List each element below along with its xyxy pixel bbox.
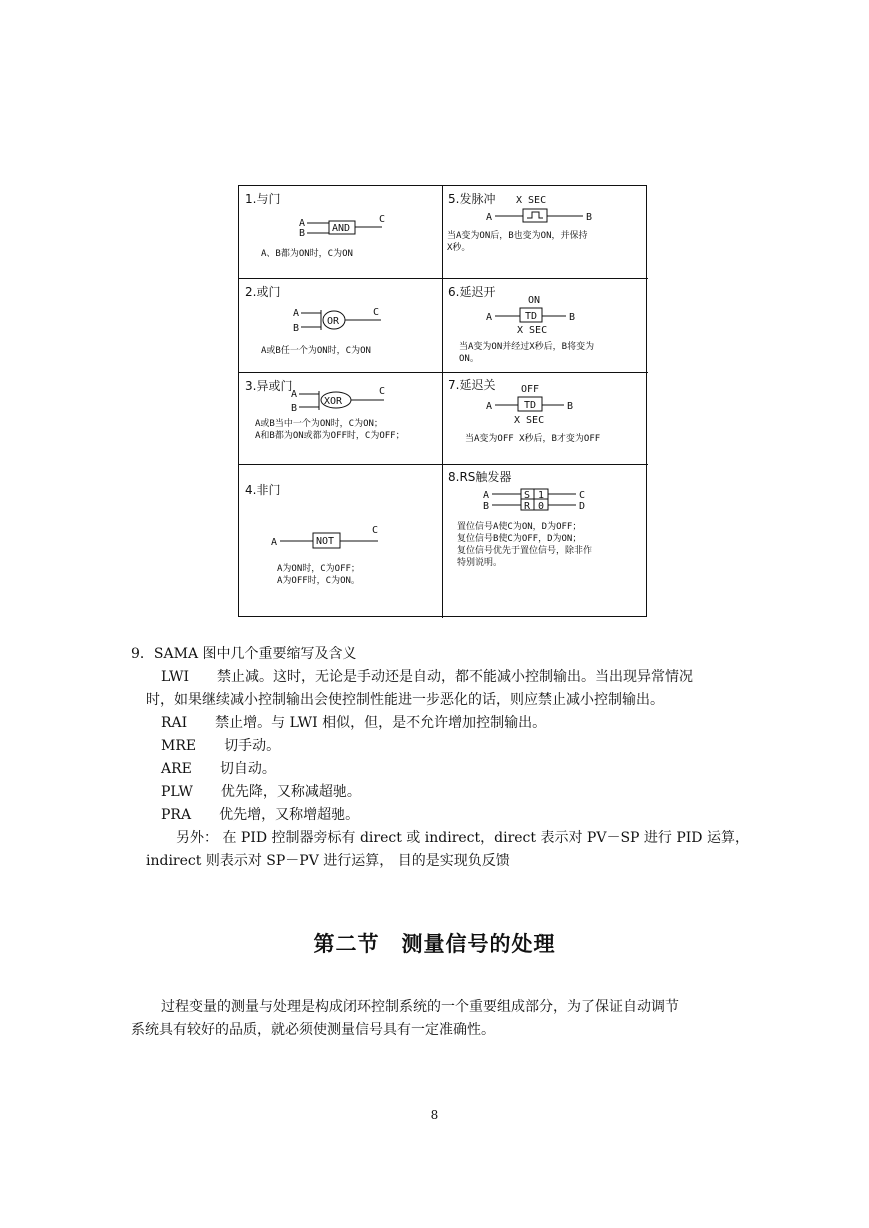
svg-text:X SEC: X SEC bbox=[514, 415, 545, 426]
svg-text:B: B bbox=[569, 312, 576, 323]
svg-text:A: A bbox=[293, 308, 300, 319]
svg-text:X SEC: X SEC bbox=[517, 325, 548, 336]
cell-title: 4.非门 bbox=[245, 483, 281, 497]
xor-gate-cell bbox=[239, 373, 442, 464]
cell-title: 1.与门 bbox=[245, 192, 281, 206]
svg-text:A: A bbox=[483, 490, 490, 501]
lwi-definition: LWI 禁止减。这时，无论是手动还是自动，都不能减小控制输出。当出现异常情况 bbox=[161, 669, 693, 685]
body-paragraph-cont: 系统具有较好的品质，就必须使测量信号具有一定准确性。 bbox=[131, 1022, 495, 1038]
svg-text:C: C bbox=[372, 525, 379, 536]
svg-text:ON: ON bbox=[528, 295, 541, 306]
pid-direction-note-cont: indirect 则表示对 SP－PV 进行运算， 目的是实现负反馈 bbox=[146, 853, 510, 869]
svg-text:TD: TD bbox=[524, 400, 537, 411]
cell-note: X秒。 bbox=[447, 243, 471, 253]
cell-note: A和B都为ON或都为OFF时，C为OFF； bbox=[255, 431, 405, 441]
logic-symbol-table bbox=[238, 185, 647, 617]
cell-note: 特别说明。 bbox=[457, 558, 503, 568]
svg-text:B: B bbox=[483, 501, 490, 512]
pra-definition: PRA 优先增，又称增超驰。 bbox=[161, 807, 360, 823]
plw-definition: PLW 优先降，又称减超驰。 bbox=[161, 784, 361, 800]
cell-note: A为OFF时，C为ON。 bbox=[277, 576, 360, 586]
not-gate-cell bbox=[239, 465, 442, 618]
section-title: 第二节 测量信号的处理 bbox=[313, 932, 556, 956]
svg-text:OFF: OFF bbox=[521, 384, 540, 395]
svg-text:A: A bbox=[291, 389, 298, 400]
svg-text:TD: TD bbox=[525, 311, 538, 322]
svg-text:AND: AND bbox=[332, 223, 351, 234]
cell-title: 3.异或门 bbox=[245, 379, 293, 393]
mre-definition: MRE 切手动。 bbox=[161, 738, 281, 754]
rs-flipflop-cell bbox=[443, 465, 648, 618]
cell-title: 7.延迟关 bbox=[448, 378, 496, 392]
or-gate-cell bbox=[239, 279, 442, 372]
cell-note: A或B当中一个为ON时，C为ON； bbox=[255, 419, 383, 429]
cell-note: A、B都为ON时，C为ON bbox=[261, 249, 353, 259]
svg-text:B: B bbox=[291, 403, 298, 414]
cell-note: 当A变为OFF X秒后，B才变为OFF bbox=[465, 434, 601, 444]
pid-direction-note: 另外： 在 PID 控制器旁标有 direct 或 indirect，direct 表示对 PV－SP 进行 PID 运算， bbox=[176, 830, 749, 846]
rai-definition: RAI 禁止增。与 LWI 相似，但，是不允许增加控制输出。 bbox=[161, 715, 547, 731]
cell-note: A为ON时，C为OFF； bbox=[277, 564, 360, 574]
svg-text:A: A bbox=[486, 312, 493, 323]
cell-note: 置位信号A使C为ON，D为OFF； bbox=[457, 522, 582, 532]
svg-text:OR: OR bbox=[327, 316, 340, 327]
off-delay-symbol bbox=[443, 373, 648, 464]
section9-heading: 9．SAMA 图中几个重要缩写及含义 bbox=[131, 646, 357, 662]
page-number: 8 bbox=[430, 1108, 439, 1122]
body-paragraph: 过程变量的测量与处理是构成闭环控制系统的一个重要组成部分，为了保证自动调节 bbox=[161, 999, 679, 1015]
cell-note: ON。 bbox=[459, 354, 479, 364]
svg-text:A: A bbox=[271, 537, 278, 548]
svg-text:C: C bbox=[373, 307, 380, 318]
svg-text:D: D bbox=[579, 501, 586, 512]
cell-title: 8.RS触发器 bbox=[448, 470, 512, 484]
lwi-definition-cont: 时，如果继续减小控制输出会使控制性能进一步恶化的话，则应禁止减小控制输出。 bbox=[146, 692, 664, 708]
svg-text:R: R bbox=[524, 501, 531, 512]
svg-text:B: B bbox=[299, 228, 306, 239]
and-gate-symbol bbox=[239, 186, 442, 278]
svg-text:XOR: XOR bbox=[324, 396, 343, 407]
svg-text:X SEC: X SEC bbox=[516, 195, 547, 206]
cell-note: 当A变为ON后，B也变为ON，并保持 bbox=[447, 231, 588, 241]
are-definition: ARE 切自动。 bbox=[161, 761, 276, 777]
or-gate-symbol bbox=[239, 279, 442, 372]
cell-note: 复位信号优先于置位信号，除非作 bbox=[457, 546, 593, 556]
svg-text:A: A bbox=[486, 401, 493, 412]
cell-title: 6.延迟开 bbox=[448, 285, 496, 299]
cell-note: 当A变为ON并经过X秒后，B将变为 bbox=[459, 342, 595, 352]
svg-text:1: 1 bbox=[538, 490, 545, 501]
pulse-cell bbox=[443, 186, 648, 278]
svg-text:C: C bbox=[379, 214, 386, 225]
svg-text:A: A bbox=[486, 212, 493, 223]
svg-text:B: B bbox=[567, 401, 574, 412]
svg-text:S: S bbox=[524, 490, 531, 501]
and-gate-cell bbox=[239, 186, 442, 278]
cell-title: 2.或门 bbox=[245, 285, 281, 299]
svg-text:NOT: NOT bbox=[316, 536, 335, 547]
cell-note: 复位信号B使C为OFF，D为ON； bbox=[457, 534, 582, 544]
svg-text:C: C bbox=[579, 490, 586, 501]
svg-text:0: 0 bbox=[538, 501, 545, 512]
on-delay-cell bbox=[443, 279, 648, 372]
off-delay-cell bbox=[443, 373, 648, 464]
cell-note: A或B任一个为ON时，C为ON bbox=[261, 346, 371, 356]
not-gate-symbol bbox=[239, 465, 442, 618]
cell-title: 5.发脉冲 bbox=[448, 192, 496, 206]
svg-text:A: A bbox=[299, 218, 306, 229]
svg-text:C: C bbox=[379, 386, 386, 397]
svg-text:B: B bbox=[586, 212, 593, 223]
svg-text:B: B bbox=[293, 323, 300, 334]
